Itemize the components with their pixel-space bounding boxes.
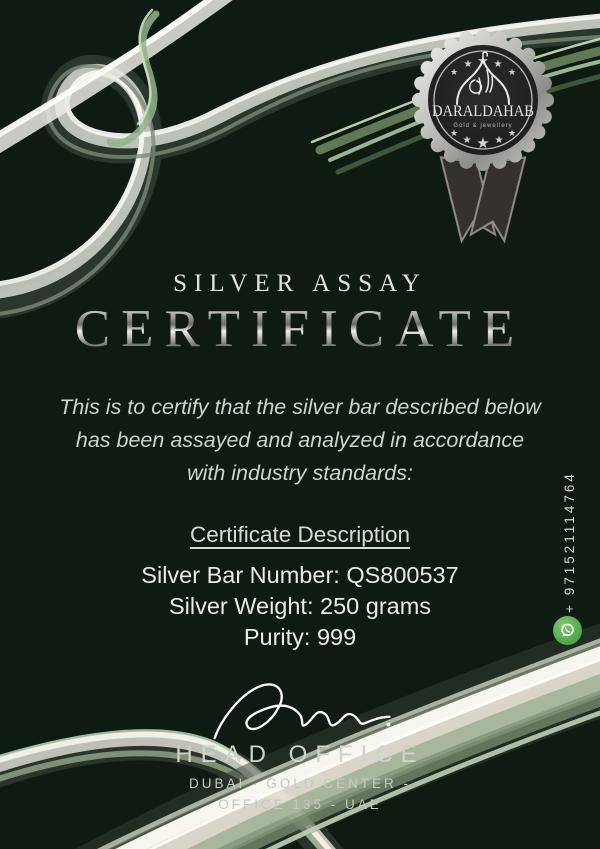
statement-line-3: with industry standards: [187, 461, 413, 485]
purity: Purity: 999 [243, 624, 357, 650]
award-badge-graphic [393, 20, 573, 270]
star-icon: ★ [476, 135, 490, 152]
signature-dot [386, 723, 390, 727]
description-heading: Certificate Description [189, 522, 411, 547]
description-details [0, 560, 600, 653]
whatsapp-icon [559, 622, 576, 639]
star-icon: ★ [449, 67, 459, 77]
silver-weight: Silver Weight: 250 grams [168, 593, 432, 619]
award-badge [393, 20, 573, 270]
star-icon: ★ [493, 59, 503, 70]
star-icon: ★ [477, 53, 489, 68]
star-icon: ★ [463, 59, 473, 70]
signature [210, 678, 396, 744]
star-icon: ★ [449, 128, 459, 138]
star-icon: ★ [462, 135, 472, 146]
address-line-2: OFFICE 135 - UAE [218, 797, 382, 812]
badge-tagline: Gold & jewellery [453, 123, 513, 129]
phone-number: + 971521114764 [562, 471, 577, 613]
star-icon: ★ [507, 128, 517, 138]
certificate-subtitle: SILVER ASSAY [173, 270, 427, 297]
badge-brand-name: DARALDAHAB [432, 103, 534, 120]
statement-line-2: has been assayed and analyzed in accordance [75, 428, 525, 452]
address-line-1: DUBAI - GOLD CENTER - [188, 776, 411, 791]
head-office-title: HEAD OFFICE [175, 741, 425, 768]
certificate-title: CERTIFICATE [0, 299, 600, 359]
statement-line-1: This is to certify that the silver bar described below [59, 395, 541, 419]
star-icon: ★ [494, 135, 504, 146]
silver-bar-number: Silver Bar Number: QS800537 [141, 562, 459, 588]
star-icon: ★ [507, 67, 517, 77]
office-address [0, 773, 600, 815]
certification-statement [0, 391, 600, 490]
whatsapp-button[interactable] [553, 616, 582, 645]
